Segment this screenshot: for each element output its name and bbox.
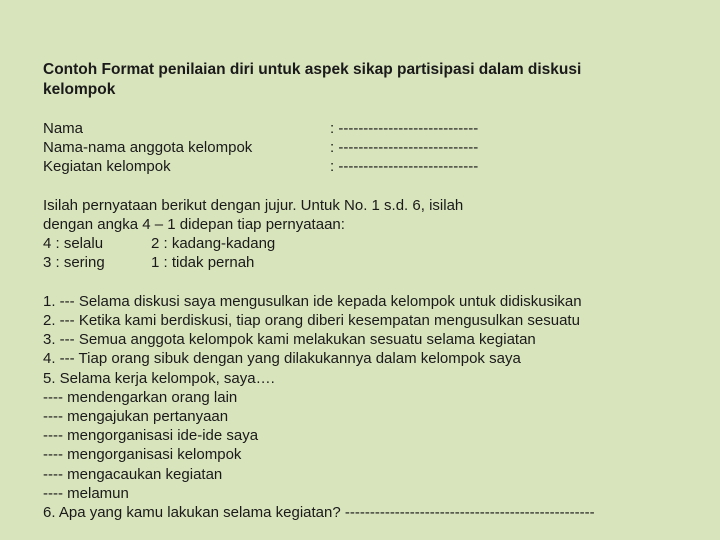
statement-item: 5. Selama kerja kelompok, saya…. [43, 370, 275, 387]
statement-item: 4. --- Tiap orang sibuk dengan yang dilakukannya dalam kelompok saya [43, 350, 521, 367]
sub-item: ---- melamun [43, 485, 129, 502]
scale-item: 3 : sering [43, 254, 105, 271]
identity-blank: : ---------------------------- [330, 120, 479, 137]
identity-row-anggota [43, 138, 479, 157]
identity-blank: : ---------------------------- [330, 158, 479, 175]
document-title: Contoh Format penilaian diri untuk aspek sikap partisipasi dalam diskusi kelompok [43, 61, 582, 98]
scale-row-2 [43, 253, 254, 272]
sub-item: ---- mengacaukan kegiatan [43, 466, 223, 483]
scale-item: 1 : tidak pernah [151, 254, 255, 271]
statement-item: 2. --- Ketika kami berdiskusi, tiap orang diberi kesempatan mengusulkan sesuatu [43, 312, 580, 329]
scale-row-1 [43, 234, 275, 253]
identity-blank: : ---------------------------- [330, 139, 479, 156]
identity-label: Kegiatan kelompok [43, 158, 171, 175]
instruction-line-1: Isilah pernyataan berikut dengan jujur. Untuk No. 1 s.d. 6, isilah [43, 197, 464, 214]
sub-item: ---- mengajukan pertanyaan [43, 408, 229, 425]
scale-item: 4 : selalu [43, 235, 104, 252]
identity-label: Nama-nama anggota kelompok [43, 139, 253, 156]
statement-item: 3. --- Semua anggota kelompok kami melakukan sesuatu selama kegiatan [43, 331, 536, 348]
sub-item: ---- mengorganisasi kelompok [43, 446, 242, 463]
sub-item: ---- mengorganisasi ide-ide saya [43, 427, 259, 444]
instruction-line-2: dengan angka 4 – 1 didepan tiap pernyataan: [43, 216, 345, 233]
statement-item: 1. --- Selama diskusi saya mengusulkan ide kepada kelompok untuk didiskusikan [43, 293, 582, 310]
identity-row-nama [43, 119, 479, 138]
statement-item: 6. Apa yang kamu lakukan selama kegiatan? -------------------------------------------------- [43, 504, 595, 521]
identity-label: Nama [43, 120, 84, 137]
scale-item: 2 : kadang-kadang [151, 235, 276, 252]
sub-item: ---- mendengarkan orang lain [43, 389, 238, 406]
identity-row-kegiatan [43, 157, 479, 176]
